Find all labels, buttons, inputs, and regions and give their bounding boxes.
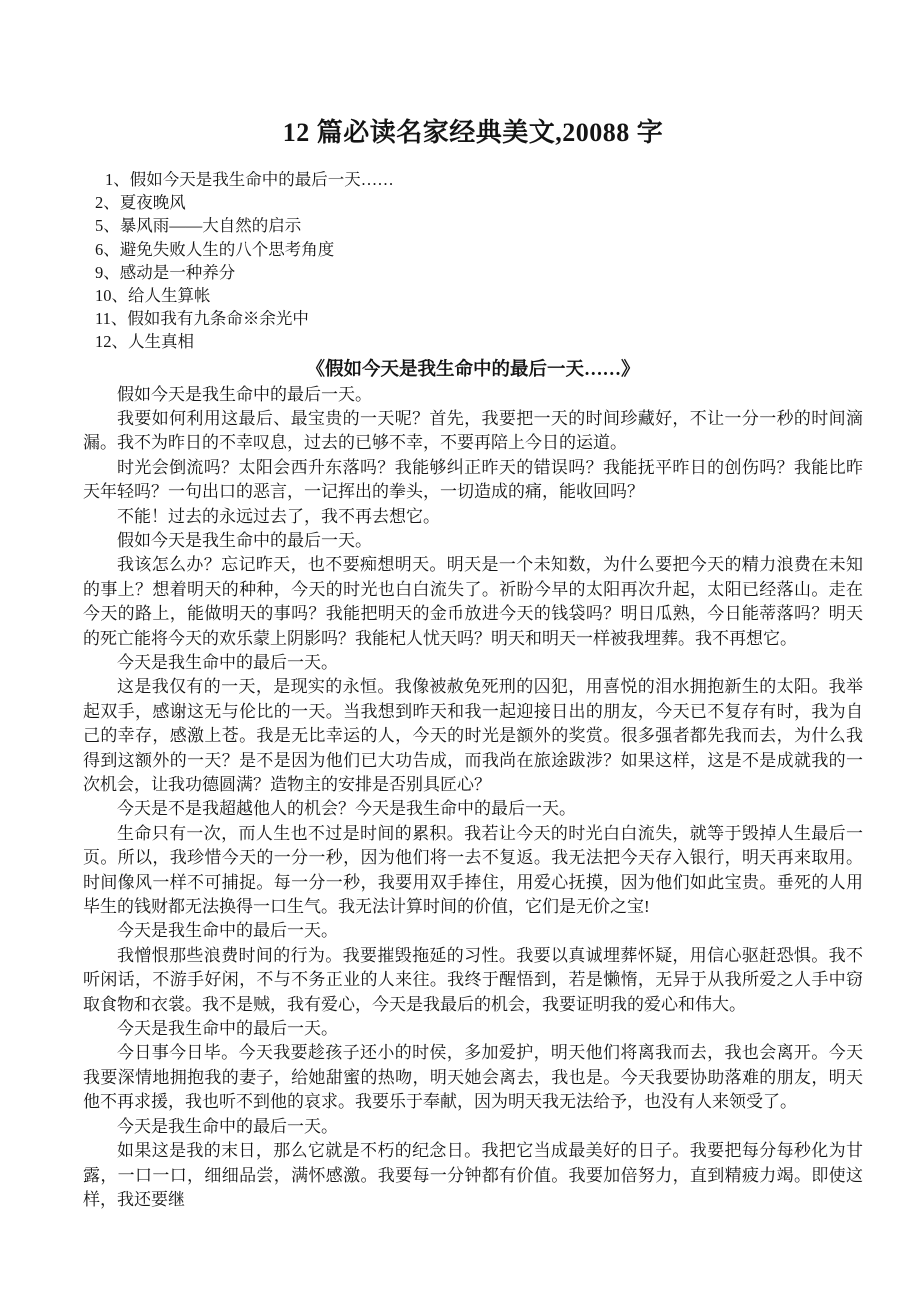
toc-item: 2、夏夜晚风 (95, 193, 186, 213)
document-title: 12 篇必读名家经典美文,20088 字 (282, 118, 664, 147)
paragraph: 今日事今日毕。今天我要趁孩子还小的时侯，多加爱护，明天他们将离我而去，我也会离开。今天我要深情地拥抱我的妻子，给她甜蜜的热吻，明天她会离去，我也是。今天我要协助落难的朋友，明天他不再求援，我也听不到他的哀求。我要乐于奉献，因为明天我无法给予，也没有人来领受了。 (83, 1043, 863, 1112)
paragraph: 假如今天是我生命中的最后一天。 (117, 384, 372, 404)
paragraph: 生命只有一次，而人生也不过是时间的累积。我若让今天的时光白白流失，就等于毁掉人生最后一页。所以，我珍惜今天的一分一秒，因为他们将一去不复返。我无法把今天存入银行，明天再来取用。时间像风一样不可捕捉。每一分一秒，我要用双手捧住，用爱心抚摸，因为他们如此宝贵。垂死的人用毕生的钱财都无法换得一口生气。我无法计算时间的价值，它们是无价之宝! (83, 823, 863, 917)
table-of-contents (83, 168, 863, 354)
paragraph: 今天是我生命中的最后一天。 (117, 1019, 338, 1039)
toc-item: 9、感动是一种养分 (95, 262, 236, 282)
toc-item: 12、人生真相 (95, 332, 194, 352)
paragraph: 这是我仅有的一天，是现实的永恒。我像被赦免死刑的囚犯，用喜悦的泪水拥抱新生的太阳。我举起双手，感谢这无与伦比的一天。当我想到昨天和我一起迎接日出的朋友，今天已不复存有时，我为自己的幸存，感激上苍。我是无比幸运的人，今天的时光是额外的奖赏。很多强者都先我而去，为什么我得到这额外的一天？是不是因为他们已大功告成，而我尚在旅途跋涉？如果这样，这是不是成就我的一次机会，让我功德圆满？造物主的安排是否别具匠心？ (83, 677, 863, 795)
paragraph: 今天是不是我超越他人的机会？今天是我生命中的最后一天。 (117, 799, 576, 819)
toc-item: 1、假如今天是我生命中的最后一天…… (105, 169, 394, 189)
toc-item: 10、给人生算帐 (95, 285, 211, 305)
paragraph: 今天是我生命中的最后一天。 (117, 652, 338, 672)
toc-item: 6、避免失败人生的八个思考角度 (95, 239, 335, 259)
paragraph: 我要如何利用这最后、最宝贵的一天呢？首先，我要把一天的时间珍藏好，不让一分一秒的时间滴漏。我不为昨日的不幸叹息，过去的已够不幸，不要再陪上今日的运道。 (83, 408, 863, 453)
toc-item: 11、假如我有九条命※余光中 (95, 309, 309, 329)
paragraph: 时光会倒流吗？太阳会西升东落吗？我能够纠正昨天的错误吗？我能抚平昨日的创伤吗？我能比昨天年轻吗？一句出口的恶言，一记挥出的拳头，一切造成的痛，能收回吗？ (83, 457, 863, 502)
paragraph: 不能！过去的永远过去了，我不再去想它。 (117, 506, 440, 526)
paragraph: 今天是我生命中的最后一天。 (117, 1116, 338, 1136)
paragraph: 今天是我生命中的最后一天。 (117, 921, 338, 941)
article-body (83, 383, 863, 1213)
paragraph: 我憎恨那些浪费时间的行为。我要摧毁拖延的习性。我要以真诚埋葬怀疑，用信心驱赶恐惧。我不听闲话，不游手好闲，不与不务正业的人来往。我终于醒悟到，若是懒惰，无异于从我所爱之人手中窃取食物和衣裳。我不是贼，我有爱心，今天是我最后的机会，我要证明我的爱心和伟大。 (83, 945, 863, 1014)
paragraph: 我该怎么办？忘记昨天，也不要痴想明天。明天是一个未知数，为什么要把今天的精力浪费在未知的事上？想着明天的种种，今天的时光也白白流失了。祈盼今早的太阳再次升起，太阳已经落山。走在今天的路上，能做明天的事吗？我能把明天的金币放进今天的钱袋吗？明日瓜熟，今日能蒂落吗？明天的死亡能将今天的欢乐蒙上阴影吗？我能杞人忧天吗？明天和明天一样被我埋葬。我不再想它。 (83, 555, 863, 648)
article-heading: 《假如今天是我生命中的最后一天……》 (306, 359, 640, 380)
toc-item: 5、暴风雨——大自然的启示 (95, 216, 302, 236)
paragraph: 如果这是我的末日，那么它就是不朽的纪念日。我把它当成最美好的日子。我要把每分每秒化为甘露，一口一口，细细品尝，满怀感激。我要每一分钟都有价值。我要加倍努力，直到精疲力竭。即使这样，我还要继 (83, 1141, 863, 1209)
paragraph: 假如今天是我生命中的最后一天。 (117, 530, 372, 550)
